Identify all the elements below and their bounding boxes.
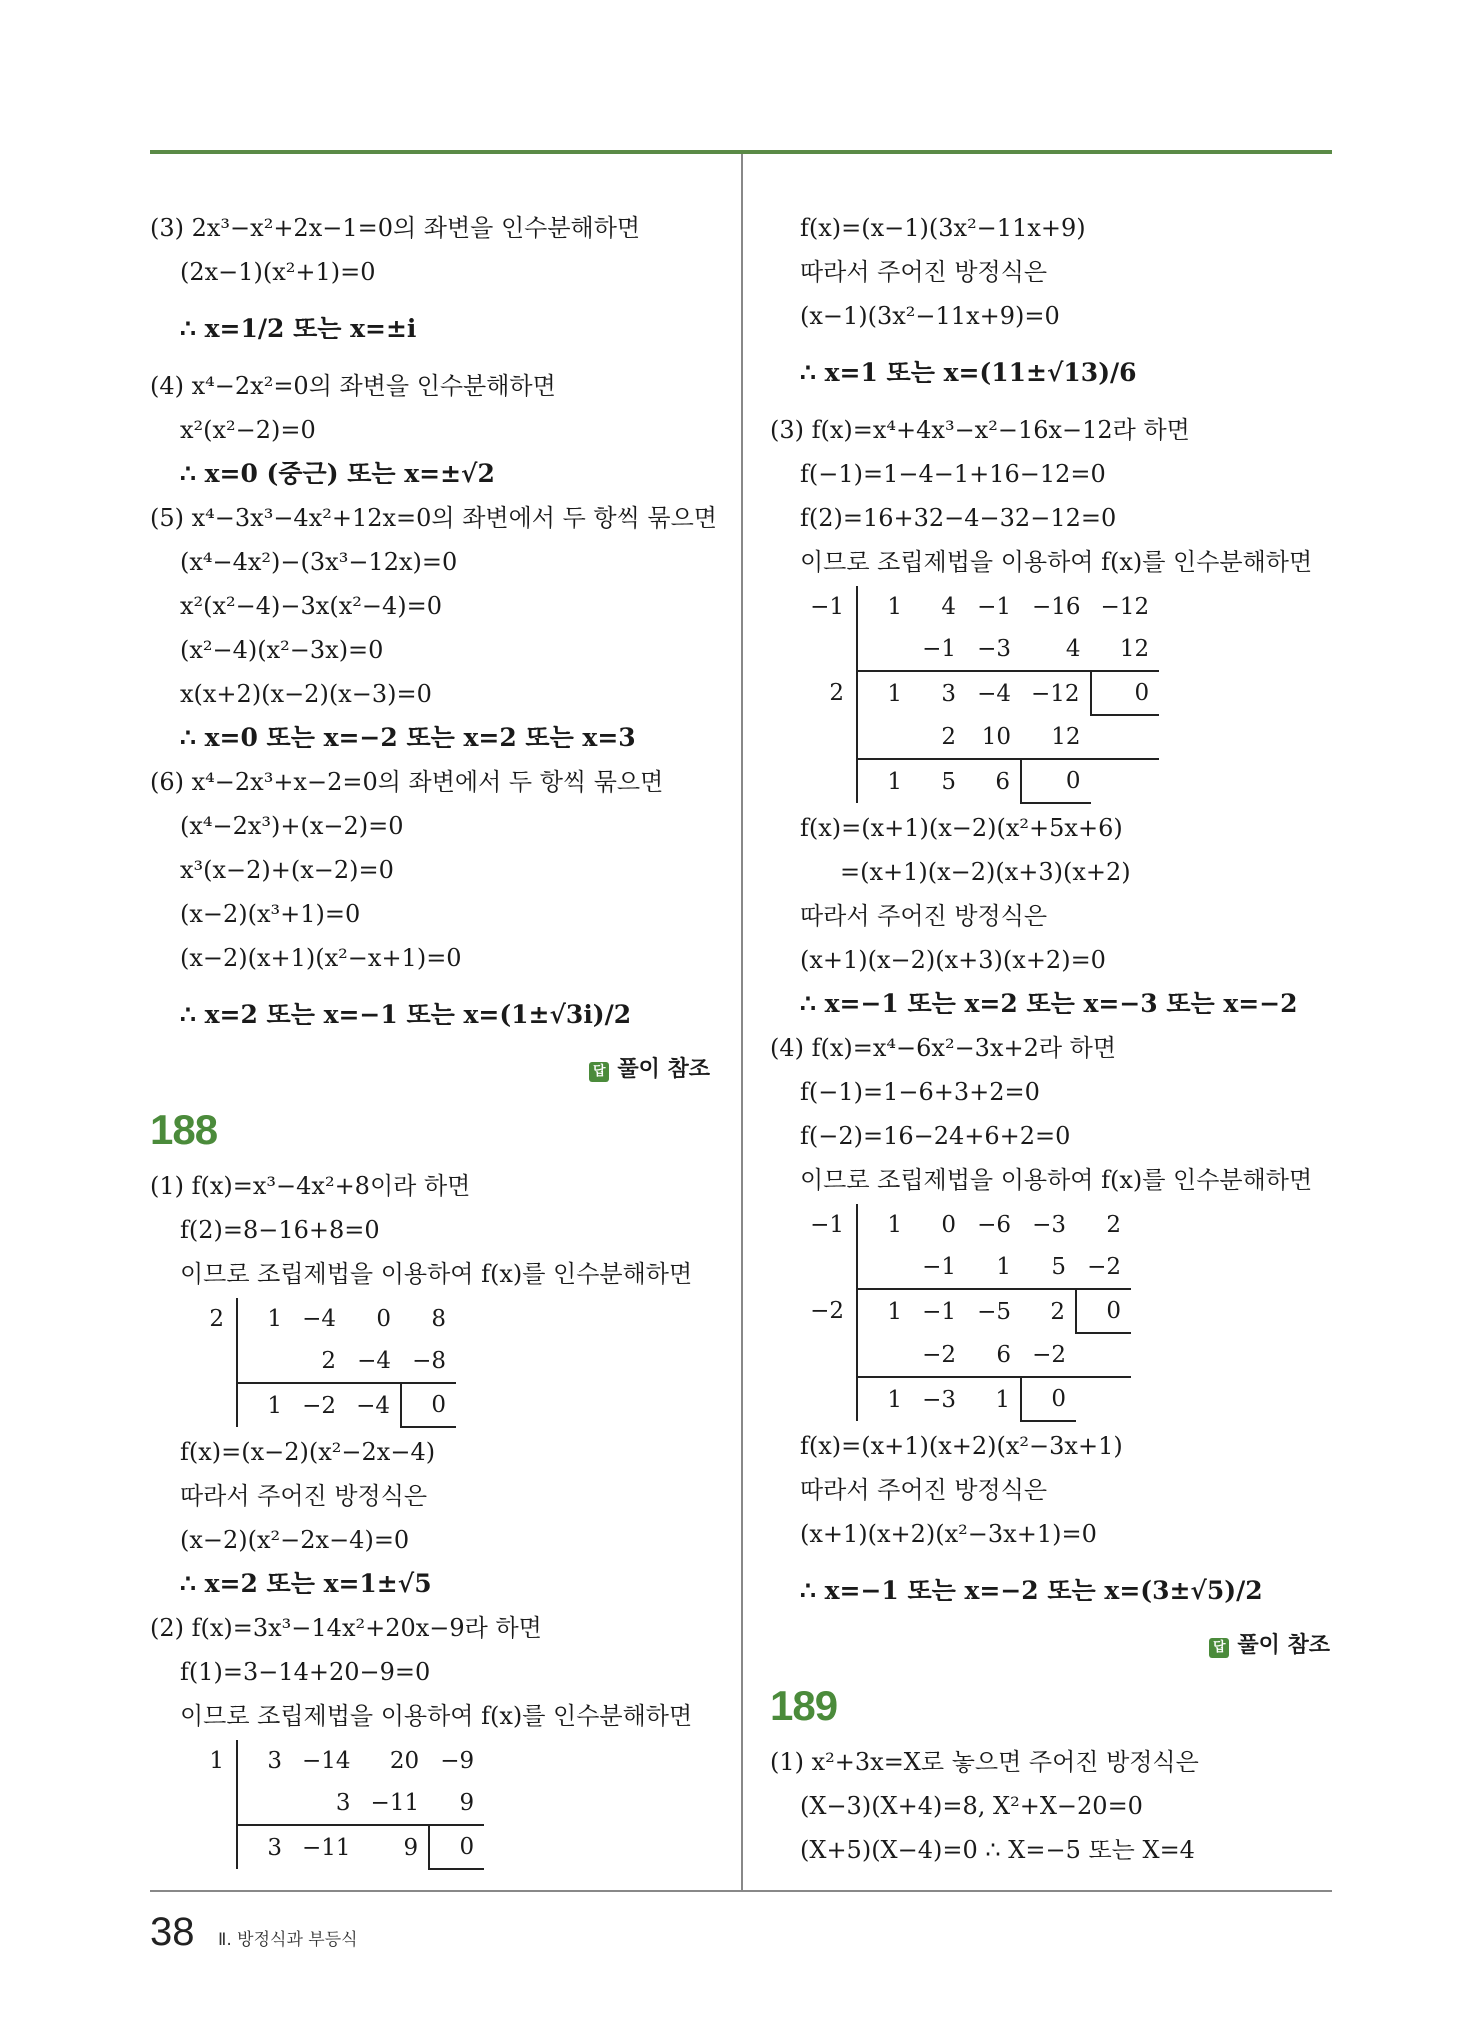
problem-number-188: 188 <box>150 1106 218 1153</box>
synthetic-cell: 12 <box>1051 723 1081 750</box>
synthetic-row <box>800 1377 1131 1421</box>
synthetic-cell: 0 <box>376 1306 391 1332</box>
synthetic-cell: 0 <box>401 1383 456 1427</box>
synthetic-cell <box>1076 1333 1131 1377</box>
right-column <box>770 206 1350 1872</box>
p5-step-3: (x²−4)(x²−3x)=0 <box>180 636 384 664</box>
synthetic-row <box>800 1333 1131 1377</box>
synthetic-cell: 1 <box>857 1377 912 1421</box>
synthetic-cell <box>1076 1377 1131 1421</box>
synthetic-cell: −4 <box>346 1383 401 1427</box>
synthetic-cell: 1 <box>237 1383 292 1427</box>
synthetic-cell: −12 <box>1021 671 1091 715</box>
q1-step-1: f(2)=8−16+8=0 <box>180 1216 380 1244</box>
synthetic-cell: 2 <box>1021 1289 1076 1333</box>
synthetic-cell: −3 <box>1032 1212 1066 1238</box>
synthetic-row <box>800 715 1159 759</box>
synthetic-row <box>800 759 1159 803</box>
page-number: 38 <box>150 1910 195 1954</box>
synthetic-cell: −2 <box>1087 1254 1121 1280</box>
synthetic-root <box>800 1246 857 1289</box>
synthetic-cell: −9 <box>440 1748 475 1774</box>
synthetic-cell: −2 <box>292 1383 346 1427</box>
answer-reference-text: 풀이 참조 <box>617 1057 710 1082</box>
synthetic-root <box>180 1383 237 1427</box>
q2-answer: ∴ x=1 또는 x=(11±√13)/6 <box>800 358 1137 387</box>
p5-step-4: x(x+2)(x−2)(x−3)=0 <box>180 680 432 708</box>
q3-step-2: f(2)=16+32−4−32−12=0 <box>800 504 1117 532</box>
synthetic-cell <box>237 1340 292 1383</box>
q4-answer: ∴ x=−1 또는 x=−2 또는 x=(3±√5)/2 <box>800 1576 1263 1605</box>
synthetic-row <box>180 1782 484 1825</box>
p6-answer: ∴ x=2 또는 x=−1 또는 x=(1±√3i)/2 <box>180 1000 632 1029</box>
synthetic-cell: 4 <box>941 594 956 620</box>
synthetic-cell: 3 <box>237 1825 292 1869</box>
synthetic-cell: 20 <box>389 1748 420 1774</box>
p3-answer: ∴ x=1/2 또는 x=±i <box>180 314 417 343</box>
q4-step-2: f(−2)=16−24+6+2=0 <box>800 1122 1071 1150</box>
synthetic-cell: 12 <box>1119 636 1150 662</box>
synthetic-row <box>800 586 1159 628</box>
synthetic-cell: −8 <box>412 1348 446 1374</box>
p6-step-3: (x−2)(x³+1)=0 <box>180 900 361 928</box>
synthetic-cell: 0 <box>1091 671 1160 715</box>
synthetic-row <box>800 1246 1131 1289</box>
synthetic-cell: −4 <box>966 671 1021 715</box>
answer-reference <box>770 1626 1350 1670</box>
synthetic-cell: 1 <box>887 1212 902 1238</box>
synthetic-cell <box>1091 715 1160 759</box>
q3-step-7: (x+1)(x−2)(x+3)(x+2)=0 <box>800 946 1106 974</box>
synthetic-cell <box>857 1246 912 1289</box>
synthetic-cell: 9 <box>361 1825 430 1869</box>
synthetic-cell: −14 <box>302 1748 351 1774</box>
synthetic-cell: 3 <box>912 671 966 715</box>
synthetic-cell: −4 <box>302 1306 336 1332</box>
synthetic-cell: 1 <box>857 1289 912 1333</box>
synthetic-row <box>800 671 1159 715</box>
synthetic-row <box>180 1298 456 1340</box>
p6-step-1: (x⁴−2x³)+(x−2)=0 <box>180 812 404 840</box>
synthetic-row <box>800 1289 1131 1333</box>
synthetic-cell: −1 <box>977 594 1011 620</box>
p5-heading: (5) x⁴−3x³−4x²+12x=0의 좌변에서 두 항씩 묶으면 <box>150 504 717 532</box>
synthetic-cell: −11 <box>292 1825 361 1869</box>
synthetic-root: −1 <box>800 1204 857 1246</box>
q4-synthetic-division <box>770 1204 1350 1422</box>
synthetic-cell: 2 <box>1106 1212 1121 1238</box>
q3-step-3: 이므로 조립제법을 이용하여 f(x)를 인수분해하면 <box>800 548 1313 576</box>
synthetic-cell: 1 <box>966 1377 1021 1421</box>
synthetic-cell <box>1091 759 1160 803</box>
q3-step-1: f(−1)=1−4−1+16−12=0 <box>800 460 1106 488</box>
synthetic-root: 2 <box>800 671 857 715</box>
synthetic-cell: 0 <box>941 1212 956 1238</box>
synthetic-root <box>800 1333 857 1377</box>
left-column <box>150 206 730 1872</box>
synthetic-root <box>180 1340 237 1383</box>
synthetic-cell <box>237 1782 292 1825</box>
synthetic-cell: −3 <box>912 1377 966 1421</box>
synthetic-cell <box>857 715 912 759</box>
q2-step-2: 이므로 조립제법을 이용하여 f(x)를 인수분해하면 <box>180 1702 693 1730</box>
q4-step-3: 이므로 조립제법을 이용하여 f(x)를 인수분해하면 <box>800 1166 1313 1194</box>
q2-step-4: 따라서 주어진 방정식은 <box>800 258 1048 286</box>
synthetic-root <box>180 1782 237 1825</box>
synthetic-root: −2 <box>800 1289 857 1333</box>
synthetic-cell: 6 <box>966 759 1021 803</box>
q1-heading: (1) f(x)=x³−4x²+8이라 하면 <box>150 1172 471 1200</box>
q3-synthetic-division <box>770 586 1350 804</box>
synthetic-cell: 3 <box>335 1790 351 1816</box>
synthetic-cell <box>857 1333 912 1377</box>
synthetic-cell: −11 <box>370 1790 420 1816</box>
q4-step-1: f(−1)=1−6+3+2=0 <box>800 1078 1040 1106</box>
q1-step-3: f(x)=(x−2)(x²−2x−4) <box>180 1438 436 1466</box>
p6-step-2: x³(x−2)+(x−2)=0 <box>180 856 394 884</box>
synthetic-cell: 0 <box>1076 1289 1131 1333</box>
synthetic-cell: −16 <box>1032 594 1081 620</box>
column-divider <box>741 154 743 1890</box>
bottom-rule <box>150 1890 1332 1892</box>
p3-step: (2x−1)(x²+1)=0 <box>180 258 376 286</box>
synthetic-cell: −3 <box>977 636 1011 662</box>
answer-reference-text: 풀이 참조 <box>1237 1633 1330 1658</box>
q2-step-5: (x−1)(3x²−11x+9)=0 <box>800 302 1060 330</box>
synthetic-row <box>800 1204 1131 1246</box>
synthetic-row <box>180 1825 484 1869</box>
synthetic-row <box>180 1383 456 1427</box>
s1-step-1: (X−3)(X+4)=8, X²+X−20=0 <box>800 1792 1143 1820</box>
synthetic-cell: 10 <box>981 723 1011 750</box>
p5-step-2: x²(x²−4)−3x(x²−4)=0 <box>180 592 442 620</box>
q4-heading: (4) f(x)=x⁴−6x²−3x+2라 하면 <box>770 1034 1117 1062</box>
q3-heading: (3) f(x)=x⁴+4x³−x²−16x−12라 하면 <box>770 416 1190 444</box>
synthetic-cell: −2 <box>922 1341 956 1368</box>
p4-heading: (4) x⁴−2x²=0의 좌변을 인수분해하면 <box>150 372 556 400</box>
q2-synthetic-division <box>150 1740 730 1870</box>
synthetic-row <box>800 628 1159 671</box>
answer-badge-icon: 답 <box>1209 1638 1229 1658</box>
q1-step-5: (x−2)(x²−2x−4)=0 <box>180 1526 410 1554</box>
synthetic-cell: 4 <box>1065 636 1081 662</box>
s1-heading: (1) x²+3x=X로 놓으면 주어진 방정식은 <box>770 1748 1199 1776</box>
p6-heading: (6) x⁴−2x³+x−2=0의 좌변에서 두 항씩 묶으면 <box>150 768 664 796</box>
q4-step-4: f(x)=(x+1)(x+2)(x²−3x+1) <box>800 1432 1123 1460</box>
synthetic-cell: −6 <box>977 1212 1011 1238</box>
synthetic-root: −1 <box>800 586 857 628</box>
q2-step-1: f(1)=3−14+20−9=0 <box>180 1658 431 1686</box>
p6-step-4: (x−2)(x+1)(x²−x+1)=0 <box>180 944 462 972</box>
synthetic-cell <box>857 628 912 671</box>
synthetic-cell: 2 <box>941 723 956 750</box>
p4-step: x²(x²−2)=0 <box>180 416 316 444</box>
synthetic-cell: 8 <box>431 1306 446 1332</box>
synthetic-cell: 3 <box>267 1748 282 1774</box>
synthetic-cell: 2 <box>321 1348 336 1374</box>
synthetic-root <box>800 1377 857 1421</box>
synthetic-root <box>800 759 857 803</box>
answer-reference <box>150 1050 730 1094</box>
q1-step-2: 이므로 조립제법을 이용하여 f(x)를 인수분해하면 <box>180 1260 693 1288</box>
q3-step-5: =(x+1)(x−2)(x+3)(x+2) <box>840 858 1131 886</box>
synthetic-root <box>180 1825 237 1869</box>
synthetic-cell: 5 <box>1051 1254 1066 1280</box>
synthetic-cell: −2 <box>1032 1341 1066 1368</box>
synthetic-cell: 0 <box>1021 1377 1076 1421</box>
synthetic-cell: 1 <box>996 1254 1011 1280</box>
q3-step-6: 따라서 주어진 방정식은 <box>800 902 1048 930</box>
q2-heading: (2) f(x)=3x³−14x²+20x−9라 하면 <box>150 1614 542 1642</box>
synthetic-cell: 5 <box>912 759 966 803</box>
synthetic-cell: 1 <box>267 1306 282 1332</box>
p4-answer: ∴ x=0 (중근) 또는 x=±√2 <box>180 459 495 488</box>
synthetic-root: 2 <box>180 1298 237 1340</box>
q1-synthetic-division <box>150 1298 730 1428</box>
synthetic-root <box>800 715 857 759</box>
p5-step-1: (x⁴−4x²)−(3x³−12x)=0 <box>180 548 458 576</box>
answer-badge-icon: 답 <box>589 1062 609 1082</box>
synthetic-cell: 1 <box>857 759 912 803</box>
s1-step-2: (X+5)(X−4)=0 ∴ X=−5 또는 X=4 <box>800 1836 1195 1864</box>
synthetic-cell: −4 <box>357 1348 391 1374</box>
synthetic-root: 1 <box>180 1740 237 1782</box>
synthetic-cell: 0 <box>1021 759 1091 803</box>
synthetic-cell: −5 <box>966 1289 1021 1333</box>
q2-step-3: f(x)=(x−1)(3x²−11x+9) <box>800 214 1086 242</box>
synthetic-cell: 0 <box>429 1825 484 1869</box>
q3-answer: ∴ x=−1 또는 x=2 또는 x=−3 또는 x=−2 <box>800 989 1298 1018</box>
synthetic-root <box>800 628 857 671</box>
synthetic-row <box>180 1740 484 1782</box>
q3-step-4: f(x)=(x+1)(x−2)(x²+5x+6) <box>800 814 1123 842</box>
synthetic-cell: 1 <box>857 671 912 715</box>
q4-step-6: (x+1)(x+2)(x²−3x+1)=0 <box>800 1520 1097 1548</box>
synthetic-cell: −1 <box>912 1289 966 1333</box>
synthetic-row <box>180 1340 456 1383</box>
p5-answer: ∴ x=0 또는 x=−2 또는 x=2 또는 x=3 <box>180 723 636 752</box>
synthetic-cell: 9 <box>459 1790 475 1816</box>
p3-heading: (3) 2x³−x²+2x−1=0의 좌변을 인수분해하면 <box>150 214 641 242</box>
synthetic-cell: −12 <box>1100 594 1150 620</box>
q1-answer: ∴ x=2 또는 x=1±√5 <box>180 1569 432 1598</box>
chapter-title: Ⅱ. 방정식과 부등식 <box>218 1930 358 1950</box>
synthetic-cell: −1 <box>922 1254 956 1280</box>
q4-step-5: 따라서 주어진 방정식은 <box>800 1476 1048 1504</box>
synthetic-cell: 6 <box>996 1341 1011 1368</box>
problem-number-189: 189 <box>770 1682 838 1729</box>
synthetic-cell: −1 <box>922 636 956 662</box>
q1-step-4: 따라서 주어진 방정식은 <box>180 1482 428 1510</box>
synthetic-cell: 1 <box>887 594 902 620</box>
